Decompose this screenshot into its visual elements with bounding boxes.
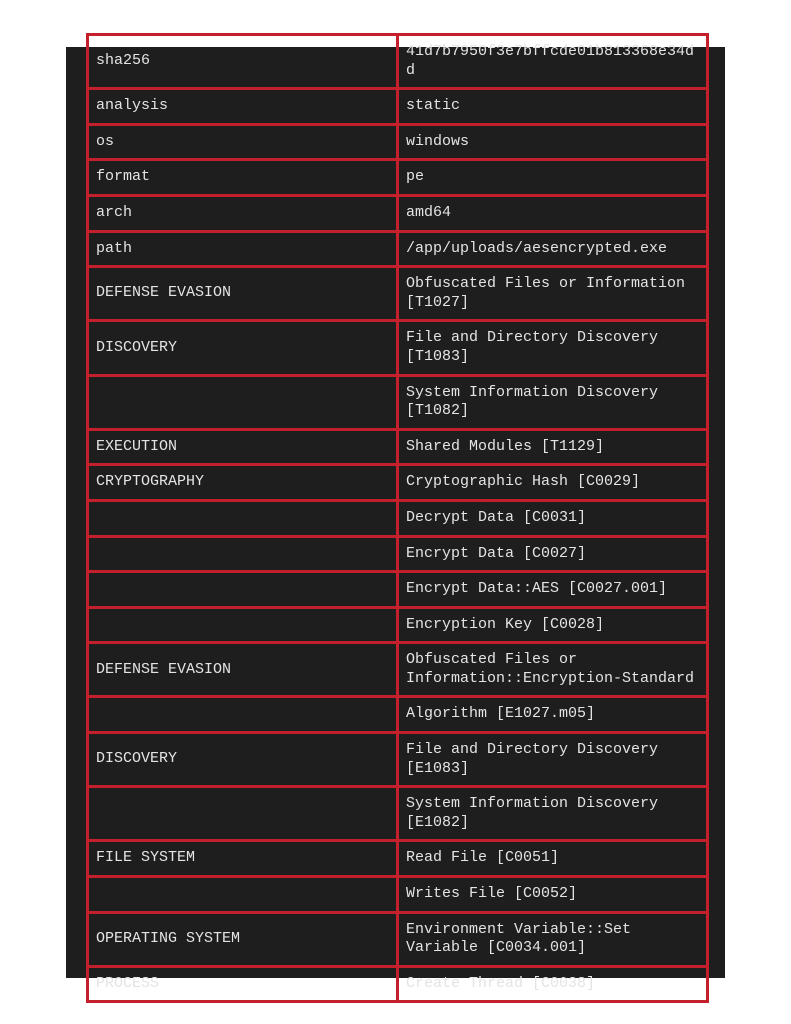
row-key: DEFENSE EVASION <box>88 643 398 697</box>
table-row <box>88 465 708 501</box>
table-row <box>88 536 708 572</box>
row-key <box>88 375 398 429</box>
table-row <box>88 195 708 231</box>
table-row <box>88 572 708 608</box>
row-key: EXECUTION <box>88 429 398 465</box>
row-value: Create Thread [C0038] <box>398 966 708 1002</box>
table-row <box>88 500 708 536</box>
row-key: OPERATING SYSTEM <box>88 912 398 966</box>
row-key: FILE SYSTEM <box>88 841 398 877</box>
row-value: static <box>398 89 708 125</box>
row-value: 41d7b7950f3e7bffcde01b813368e34dd <box>398 35 708 89</box>
table-row <box>88 877 708 913</box>
row-value: Shared Modules [T1129] <box>398 429 708 465</box>
table-row <box>88 231 708 267</box>
table-row <box>88 89 708 125</box>
row-key: DISCOVERY <box>88 321 398 375</box>
row-value: windows <box>398 124 708 160</box>
row-value: Obfuscated Files or Information [T1027] <box>398 267 708 321</box>
row-key: CRYPTOGRAPHY <box>88 465 398 501</box>
row-key <box>88 500 398 536</box>
row-key: DISCOVERY <box>88 733 398 787</box>
row-key: sha256 <box>88 35 398 89</box>
table-row <box>88 966 708 1002</box>
row-value: Environment Variable::Set Variable [C0034.001] <box>398 912 708 966</box>
table-row <box>88 733 708 787</box>
table-row <box>88 607 708 643</box>
row-key <box>88 572 398 608</box>
row-key: PROCESS <box>88 966 398 1002</box>
table-row <box>88 787 708 841</box>
row-key <box>88 536 398 572</box>
row-value: Read File [C0051] <box>398 841 708 877</box>
row-value: Encrypt Data::AES [C0027.001] <box>398 572 708 608</box>
row-value: System Information Discovery [E1082] <box>398 787 708 841</box>
table-row <box>88 321 708 375</box>
table-row <box>88 912 708 966</box>
row-value: amd64 <box>398 195 708 231</box>
row-value: System Information Discovery [T1082] <box>398 375 708 429</box>
table-row <box>88 267 708 321</box>
row-value: Algorithm [E1027.m05] <box>398 697 708 733</box>
row-key: DEFENSE EVASION <box>88 267 398 321</box>
row-key: analysis <box>88 89 398 125</box>
row-key <box>88 607 398 643</box>
row-value: /app/uploads/aesencrypted.exe <box>398 231 708 267</box>
row-value: pe <box>398 160 708 196</box>
row-value: Encryption Key [C0028] <box>398 607 708 643</box>
analysis-report-table <box>86 33 709 1003</box>
row-key: path <box>88 231 398 267</box>
report-panel <box>66 43 725 992</box>
table-row <box>88 697 708 733</box>
table-row <box>88 160 708 196</box>
row-value: Decrypt Data [C0031] <box>398 500 708 536</box>
table-row <box>88 124 708 160</box>
table-row <box>88 35 708 89</box>
row-key: os <box>88 124 398 160</box>
table-row <box>88 841 708 877</box>
table-row <box>88 375 708 429</box>
row-key <box>88 697 398 733</box>
row-value: Writes File [C0052] <box>398 877 708 913</box>
row-value: File and Directory Discovery [T1083] <box>398 321 708 375</box>
row-key: format <box>88 160 398 196</box>
row-key <box>88 877 398 913</box>
table-row <box>88 643 708 697</box>
row-key <box>88 787 398 841</box>
table-row <box>88 429 708 465</box>
row-value: File and Directory Discovery [E1083] <box>398 733 708 787</box>
row-value: Encrypt Data [C0027] <box>398 536 708 572</box>
row-value: Cryptographic Hash [C0029] <box>398 465 708 501</box>
row-key: arch <box>88 195 398 231</box>
row-value: Obfuscated Files or Information::Encryption-Standard <box>398 643 708 697</box>
